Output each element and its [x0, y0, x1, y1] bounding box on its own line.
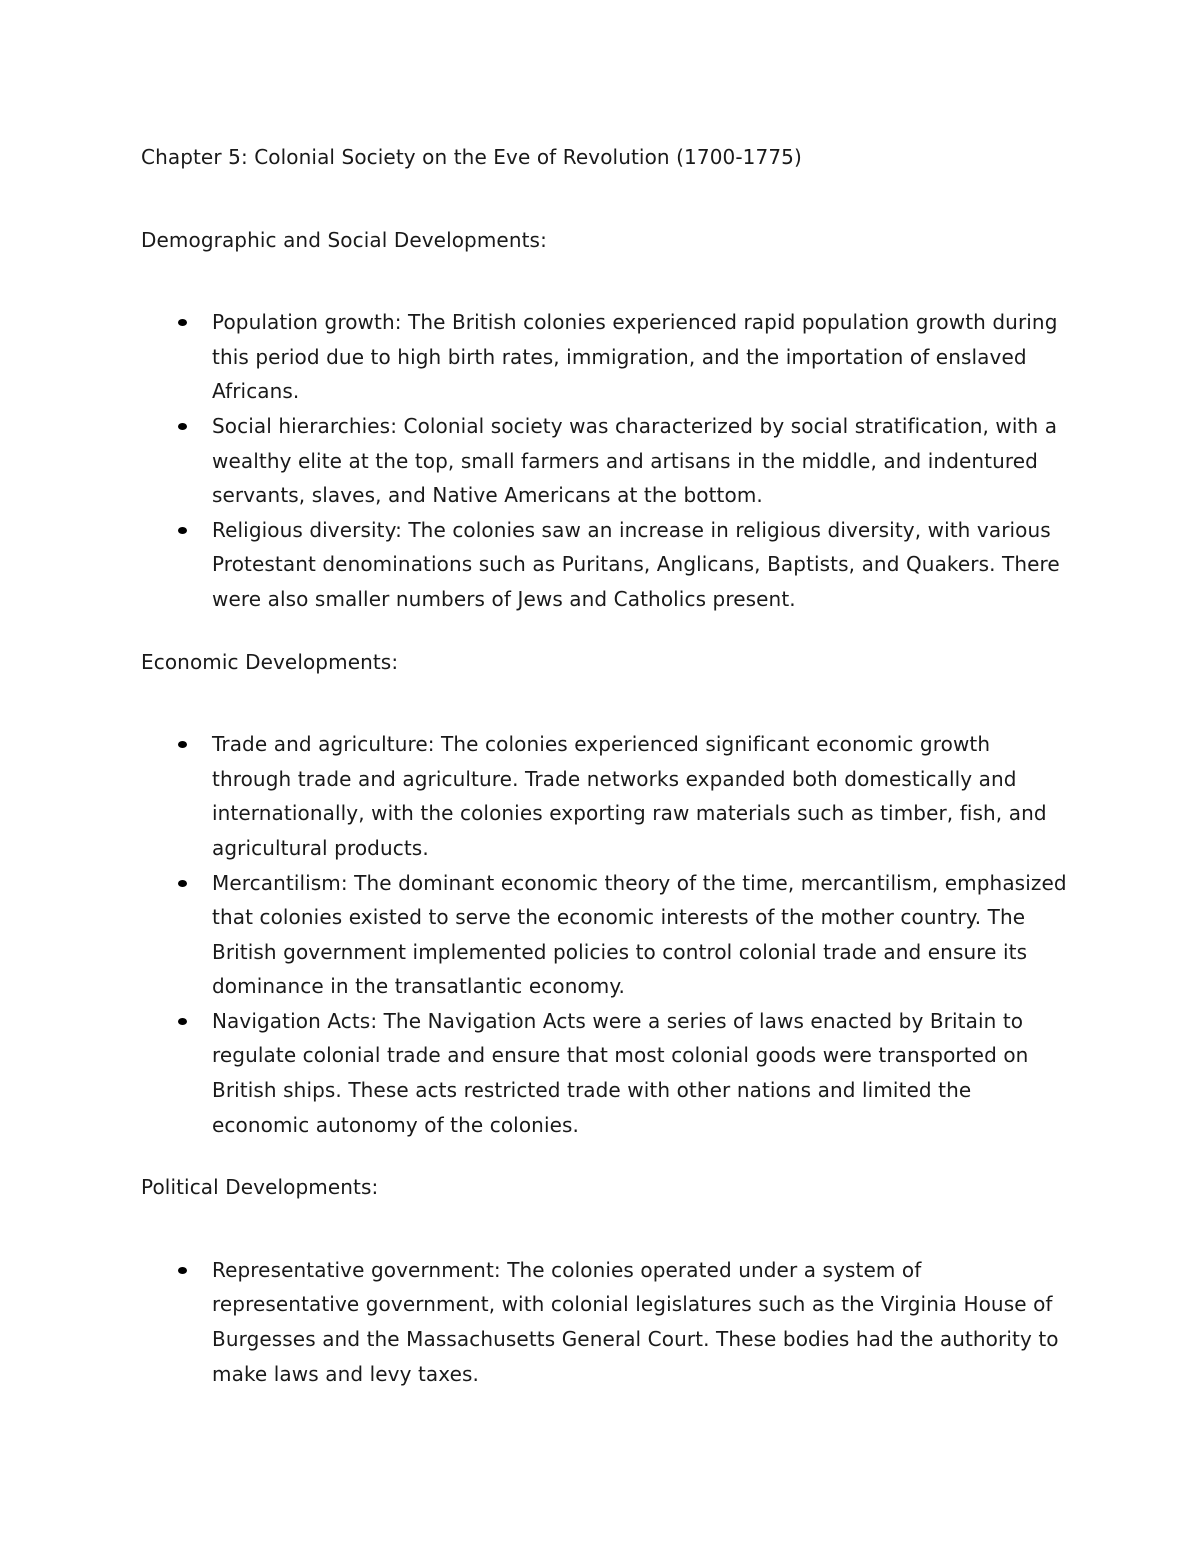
list-item-text: Population growth: The British colonies experienced rapid population growth during this period due to high birth rates, immigration, and the importation of enslaved Africans. — [212, 310, 1058, 404]
bullet-list — [141, 727, 1071, 1142]
list-item-text: Navigation Acts: The Navigation Acts were a series of laws enacted by Britain to regulate colonial trade and ensure that most colonial goods were transported on British ships. These acts restricted trade with other nations and limited the economic autonomy of the colonies. — [212, 1008, 1029, 1137]
bullet-icon — [178, 527, 187, 534]
section-demographic — [141, 223, 1071, 617]
bullet-list — [141, 305, 1071, 616]
list-item-text: Religious diversity: The colonies saw an increase in religious diversity, with various Protestant denominations such as Puritans, Anglicans, Baptists, and Quakers. There were also smaller numbers of Jews and Catholics present. — [212, 517, 1060, 611]
list-item — [212, 866, 1071, 1004]
bullet-icon — [178, 423, 187, 430]
list-item-text: Social hierarchies: Colonial society was characterized by social stratification, with a wealthy elite at the top, small farmers and artisans in the middle, and indentured servants, slaves, and Native Americans at the bottom. — [212, 413, 1058, 508]
list-item-text: Mercantilism: The dominant economic theory of the time, mercantilism, emphasized that colonies existed to serve the economic interests of the mother country. The British government implemented policies to control colonial trade and ensure its dominance in the transatlantic economy. — [212, 870, 1067, 999]
section-political — [141, 1170, 1071, 1391]
document-page — [141, 140, 1071, 1419]
list-item-text: Representative government: The colonies operated under a system of representative government, with colonial legislatures such as the Virginia House of Burgesses and the Massachusetts General Court. These bodies had the authority to make laws and levy taxes. — [212, 1257, 1059, 1386]
section-economic — [141, 645, 1071, 1143]
list-item — [212, 513, 1071, 617]
bullet-icon — [178, 1267, 187, 1274]
list-item — [212, 305, 1071, 409]
bullet-icon — [178, 1018, 187, 1025]
section-heading: Demographic and Social Developments: — [141, 227, 547, 252]
section-heading: Political Developments: — [141, 1175, 379, 1200]
chapter-title: Chapter 5: Colonial Society on the Eve of Revolution (1700-1775) — [141, 145, 802, 169]
bullet-list — [141, 1253, 1071, 1391]
section-heading: Economic Developments: — [141, 649, 399, 674]
list-item — [212, 1004, 1071, 1142]
list-item-text: Trade and agriculture: The colonies experienced significant economic growth through trade and agriculture. Trade networks expanded both domestically and internationally, with the colonies exporting raw materials such as timber, fish, and agricultural products. — [212, 732, 1047, 860]
bullet-icon — [178, 880, 187, 887]
list-item — [212, 1253, 1071, 1391]
list-item — [212, 727, 1071, 865]
bullet-icon — [178, 319, 187, 326]
list-item — [212, 409, 1071, 513]
bullet-icon — [178, 741, 187, 748]
